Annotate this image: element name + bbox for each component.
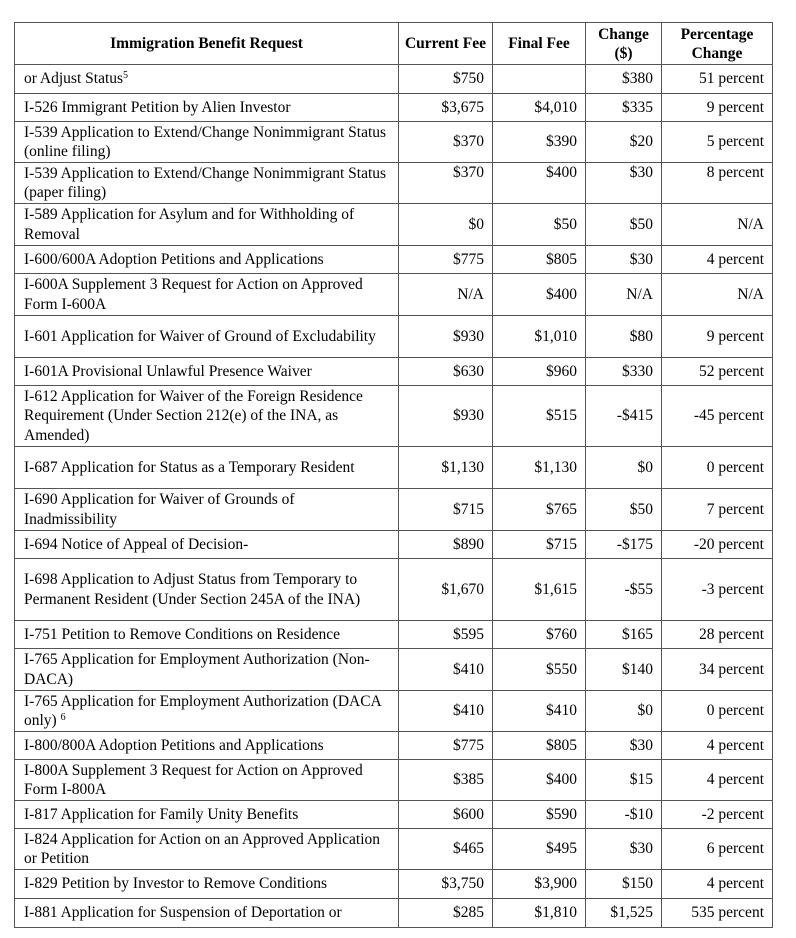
cell-current-fee: $3,750: [399, 870, 493, 899]
cell-final-fee: [493, 65, 586, 94]
cell-current-fee: $285: [399, 899, 493, 928]
request-text: I-698 Application to Adjust Status from Temporary to Permanent Resident (Under Section 245A of the INA): [24, 571, 361, 608]
cell-final-fee: $715: [493, 531, 586, 559]
cell-request: [15, 732, 399, 760]
request-text: I-600/600A Adoption Petitions and Applications: [24, 250, 324, 268]
cell-current-fee: $385: [399, 760, 493, 801]
header-current-fee: Current Fee: [399, 23, 493, 65]
cell-current-fee: N/A: [399, 274, 493, 316]
request-text: I-600A Supplement 3 Request for Action on Approved Form I-600A: [24, 276, 363, 313]
table-row: [15, 621, 773, 649]
cell-change: $80: [586, 316, 662, 358]
cell-current-fee: $750: [399, 65, 493, 94]
cell-percentage-change: 6 percent: [662, 829, 773, 870]
fee-schedule-table: [14, 22, 773, 928]
cell-change: $1,525: [586, 899, 662, 928]
table-row: [15, 447, 773, 489]
cell-change: -$10: [586, 801, 662, 829]
request-text: I-765 Application for Employment Authorization (Non-DACA): [24, 651, 370, 688]
cell-change: $140: [586, 649, 662, 691]
cell-final-fee: $1,130: [493, 447, 586, 489]
cell-request: [15, 559, 399, 621]
cell-final-fee: $3,900: [493, 870, 586, 899]
cell-request: [15, 447, 399, 489]
cell-request: [15, 246, 399, 274]
table-row: [15, 559, 773, 621]
cell-percentage-change: -20 percent: [662, 531, 773, 559]
cell-current-fee: $930: [399, 386, 493, 447]
cell-request: [15, 274, 399, 316]
request-text: I-612 Application for Waiver of the Foreign Residence Requirement (Under Section 212(e) of the INA, as Amended): [24, 387, 363, 444]
cell-current-fee: $600: [399, 801, 493, 829]
cell-current-fee: $0: [399, 204, 493, 246]
request-text: I-539 Application to Extend/Change Nonimmigrant Status (paper filing): [24, 164, 387, 201]
cell-final-fee: $50: [493, 204, 586, 246]
cell-current-fee: $370: [399, 163, 493, 204]
cell-request: [15, 316, 399, 358]
table-row: [15, 246, 773, 274]
cell-percentage-change: -2 percent: [662, 801, 773, 829]
cell-final-fee: $495: [493, 829, 586, 870]
table-row: [15, 649, 773, 691]
cell-final-fee: $550: [493, 649, 586, 691]
cell-current-fee: $890: [399, 531, 493, 559]
cell-change: $30: [586, 732, 662, 760]
cell-change: $330: [586, 358, 662, 386]
cell-percentage-change: 0 percent: [662, 691, 773, 732]
cell-final-fee: $515: [493, 386, 586, 447]
header-final-fee: Final Fee: [493, 23, 586, 65]
cell-change: $165: [586, 621, 662, 649]
request-text: I-800A Supplement 3 Request for Action on Approved Form I-800A: [24, 761, 363, 798]
cell-change: -$55: [586, 559, 662, 621]
cell-final-fee: $960: [493, 358, 586, 386]
cell-current-fee: $465: [399, 829, 493, 870]
header-immigration-benefit-request: Immigration Benefit Request: [15, 23, 399, 65]
cell-change: $150: [586, 870, 662, 899]
table-row: [15, 531, 773, 559]
cell-request: [15, 760, 399, 801]
cell-final-fee: $400: [493, 760, 586, 801]
cell-percentage-change: 9 percent: [662, 316, 773, 358]
table-row: [15, 122, 773, 163]
cell-percentage-change: 4 percent: [662, 732, 773, 760]
table-row: [15, 760, 773, 801]
cell-percentage-change: N/A: [662, 204, 773, 246]
table-row: [15, 870, 773, 899]
cell-current-fee: $3,675: [399, 94, 493, 122]
table-body: [15, 65, 773, 928]
cell-percentage-change: 5 percent: [662, 122, 773, 163]
cell-final-fee: $4,010: [493, 94, 586, 122]
cell-final-fee: $400: [493, 274, 586, 316]
table-row: [15, 899, 773, 928]
cell-change: $335: [586, 94, 662, 122]
cell-current-fee: $715: [399, 489, 493, 531]
table-row: [15, 386, 773, 447]
cell-percentage-change: 28 percent: [662, 621, 773, 649]
cell-request: [15, 801, 399, 829]
cell-percentage-change: -45 percent: [662, 386, 773, 447]
request-text: I-601A Provisional Unlawful Presence Waiver: [24, 362, 312, 380]
cell-percentage-change: 4 percent: [662, 760, 773, 801]
cell-percentage-change: -3 percent: [662, 559, 773, 621]
cell-change: N/A: [586, 274, 662, 316]
footnote-marker: 5: [123, 70, 129, 82]
cell-change: $50: [586, 204, 662, 246]
request-text: I-601 Application for Waiver of Ground of Excludability: [24, 327, 376, 345]
cell-change: $30: [586, 246, 662, 274]
table-row: [15, 274, 773, 316]
cell-change: $50: [586, 489, 662, 531]
table-row: [15, 204, 773, 246]
table-row: [15, 489, 773, 531]
cell-final-fee: $805: [493, 732, 586, 760]
request-text: I-694 Notice of Appeal of Decision-: [24, 535, 249, 553]
request-text: I-881 Application for Suspension of Deportation or: [24, 904, 342, 922]
request-text: I-800/800A Adoption Petitions and Applications: [24, 736, 324, 754]
cell-percentage-change: 0 percent: [662, 447, 773, 489]
cell-request: [15, 358, 399, 386]
cell-percentage-change: 9 percent: [662, 94, 773, 122]
table-header-row: [15, 23, 773, 65]
cell-final-fee: $400: [493, 163, 586, 204]
request-text: I-589 Application for Asylum and for Withholding of Removal: [24, 206, 355, 243]
cell-change: -$175: [586, 531, 662, 559]
table-row: [15, 691, 773, 732]
cell-change: $15: [586, 760, 662, 801]
cell-request: [15, 65, 399, 94]
cell-current-fee: $930: [399, 316, 493, 358]
cell-final-fee: $410: [493, 691, 586, 732]
cell-percentage-change: 52 percent: [662, 358, 773, 386]
table-row: [15, 94, 773, 122]
cell-final-fee: $390: [493, 122, 586, 163]
request-text: I-687 Application for Status as a Temporary Resident: [24, 458, 355, 476]
cell-percentage-change: 51 percent: [662, 65, 773, 94]
cell-percentage-change: 4 percent: [662, 246, 773, 274]
cell-request: [15, 531, 399, 559]
cell-percentage-change: N/A: [662, 274, 773, 316]
table-row: [15, 829, 773, 870]
header-change: Change ($): [586, 23, 662, 65]
cell-change: $30: [586, 829, 662, 870]
cell-request: [15, 899, 399, 928]
cell-current-fee: $1,670: [399, 559, 493, 621]
cell-request: [15, 829, 399, 870]
table-row: [15, 801, 773, 829]
cell-final-fee: $590: [493, 801, 586, 829]
cell-current-fee: $370: [399, 122, 493, 163]
cell-request: [15, 870, 399, 899]
cell-change: $380: [586, 65, 662, 94]
cell-request: [15, 163, 399, 204]
cell-percentage-change: 7 percent: [662, 489, 773, 531]
cell-current-fee: $595: [399, 621, 493, 649]
cell-change: $0: [586, 447, 662, 489]
request-text: or Adjust Status: [24, 70, 124, 88]
cell-final-fee: $1,010: [493, 316, 586, 358]
request-text: I-765 Application for Employment Authorization (DACA only): [24, 692, 381, 729]
cell-request: [15, 691, 399, 732]
cell-current-fee: $1,130: [399, 447, 493, 489]
cell-change: $30: [586, 163, 662, 204]
cell-request: [15, 649, 399, 691]
cell-current-fee: $775: [399, 246, 493, 274]
cell-request: [15, 621, 399, 649]
cell-percentage-change: 34 percent: [662, 649, 773, 691]
request-text: I-539 Application to Extend/Change Nonimmigrant Status (online filing): [24, 123, 387, 160]
cell-request: [15, 94, 399, 122]
cell-percentage-change: 535 percent: [662, 899, 773, 928]
cell-current-fee: $775: [399, 732, 493, 760]
cell-percentage-change: 8 percent: [662, 163, 773, 204]
table-row: [15, 316, 773, 358]
table-row: [15, 358, 773, 386]
table-row: [15, 732, 773, 760]
footnote-marker: 6: [60, 712, 66, 723]
cell-final-fee: $765: [493, 489, 586, 531]
cell-final-fee: $760: [493, 621, 586, 649]
table-row: [15, 65, 773, 94]
cell-final-fee: $805: [493, 246, 586, 274]
cell-change: $20: [586, 122, 662, 163]
cell-request: [15, 386, 399, 447]
request-text: I-690 Application for Waiver of Grounds of Inadmissibility: [24, 491, 295, 528]
cell-request: [15, 489, 399, 531]
cell-change: -$415: [586, 386, 662, 447]
request-text: I-526 Immigrant Petition by Alien Investor: [24, 98, 291, 116]
cell-current-fee: $410: [399, 649, 493, 691]
cell-request: [15, 122, 399, 163]
table-row: [15, 163, 773, 204]
cell-change: $0: [586, 691, 662, 732]
cell-current-fee: $410: [399, 691, 493, 732]
cell-final-fee: $1,615: [493, 559, 586, 621]
request-text: I-817 Application for Family Unity Benefits: [24, 805, 299, 823]
cell-percentage-change: 4 percent: [662, 870, 773, 899]
request-text: I-829 Petition by Investor to Remove Conditions: [24, 875, 328, 893]
cell-current-fee: $630: [399, 358, 493, 386]
cell-final-fee: $1,810: [493, 899, 586, 928]
cell-request: [15, 204, 399, 246]
header-percentage-change: Percentage Change: [662, 23, 773, 65]
request-text: I-751 Petition to Remove Conditions on Residence: [24, 625, 340, 643]
request-text: I-824 Application for Action on an Approved Application or Petition: [24, 830, 381, 867]
